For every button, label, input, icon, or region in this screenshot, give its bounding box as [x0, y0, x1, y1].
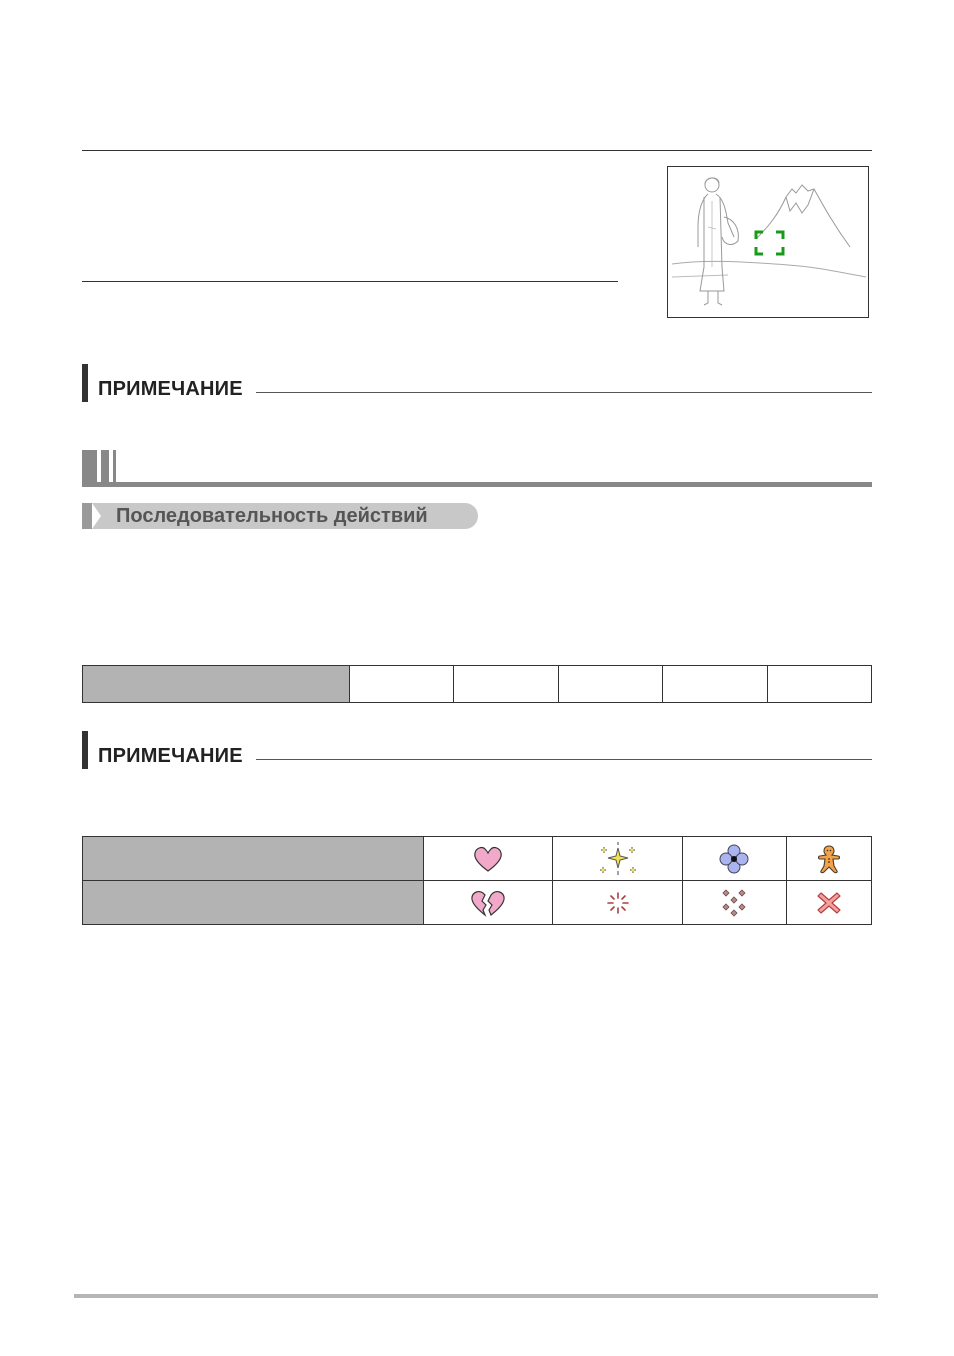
- table-cell: [786, 837, 871, 881]
- table-cell: [424, 881, 553, 925]
- icon-table: [82, 836, 872, 925]
- note-header-1: [82, 364, 872, 404]
- top-rule: [82, 150, 872, 151]
- note-rule: [256, 759, 872, 760]
- table-row: [83, 837, 872, 881]
- camera-preview-illustration: [667, 166, 869, 318]
- note-bar: [82, 364, 88, 402]
- sparkle-icon: [598, 842, 638, 876]
- table-cell: [553, 881, 682, 925]
- heart-icon: [473, 845, 503, 873]
- note-bar: [82, 731, 88, 769]
- gingerbread-icon: [816, 844, 842, 874]
- procedure-label-pill: [82, 503, 478, 529]
- note-rule: [256, 392, 872, 393]
- table-header-cell: [83, 666, 350, 703]
- table-cell: [663, 666, 767, 703]
- table-cell: [424, 837, 553, 881]
- cross-icon: [816, 890, 842, 916]
- text-rule: [82, 281, 618, 282]
- table-cell: [786, 881, 871, 925]
- broken-heart-icon: [468, 888, 508, 918]
- footer-rule: [74, 1294, 878, 1298]
- note-label: ПРИМЕЧАНИЕ: [98, 745, 243, 767]
- settings-table: [82, 665, 872, 703]
- table-header-cell: [83, 881, 424, 925]
- procedure-label: Последовательность действий: [116, 505, 428, 527]
- table-row: [83, 666, 872, 703]
- table-header-cell: [83, 837, 424, 881]
- table-cell: [682, 837, 786, 881]
- table-cell: [682, 881, 786, 925]
- table-cell: [553, 837, 682, 881]
- flower-icon: [719, 844, 749, 874]
- table-cell: [767, 666, 871, 703]
- table-cell: [454, 666, 558, 703]
- table-row: [83, 881, 872, 925]
- table-cell: [558, 666, 662, 703]
- scattered-petals-icon: [718, 888, 750, 918]
- note-label: ПРИМЕЧАНИЕ: [98, 378, 243, 400]
- table-cell: [350, 666, 454, 703]
- section-heading-bar: [82, 450, 872, 488]
- burst-icon: [606, 891, 630, 915]
- note-header-2: [82, 731, 872, 771]
